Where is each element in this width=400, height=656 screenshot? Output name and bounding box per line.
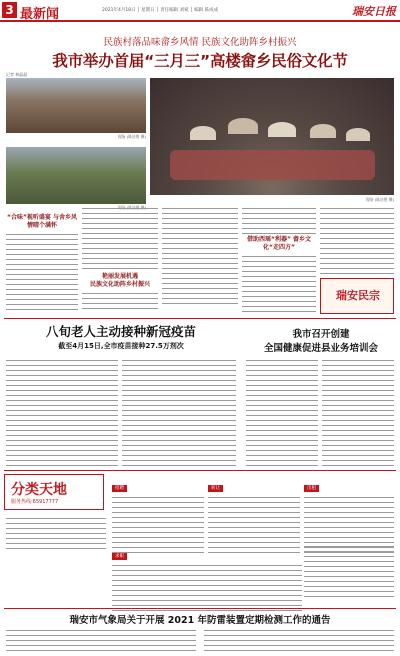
tag-transfer: 转让	[208, 485, 223, 492]
vaccine-subheadline: 截至4月15日,全市疫苗接种27.5万剂次	[58, 342, 184, 350]
section-divider	[4, 318, 396, 319]
ad-title: 瑞安民宗	[336, 289, 380, 302]
ad-text	[112, 561, 302, 613]
story-column-1	[6, 214, 78, 314]
subheading-middle-b: 民族文化助阵乡村振兴	[89, 281, 150, 288]
weather-notice-title: 瑞安市气象局关于开展 2021 年防雷装置定期检测工作的通告	[69, 615, 331, 626]
article-text	[82, 289, 158, 311]
main-festival-photo	[150, 78, 394, 195]
lead-headline: 我市举办首届“三月三”高楼畲乡民俗文化节	[52, 52, 348, 70]
photo-caption-1: 现场 (陈洁胜 摄)	[117, 134, 146, 139]
story-column-4	[242, 204, 316, 312]
classifieds-phone: 服务热线:65917777	[11, 499, 59, 505]
vaccine-text-col-2	[122, 356, 236, 468]
tag-jobseek: 求职	[112, 553, 127, 560]
section-title: 最新闻	[20, 7, 60, 22]
health-text-col-1	[246, 356, 318, 468]
subheading-right: 借助西瑶“利器” 畲乡文化“走四方”	[247, 236, 311, 251]
page-header	[0, 0, 400, 22]
header-meta: 2021年4月18日 │ 星期日 │ 责任编辑 刘斌 │ 编辑 陈成成	[102, 8, 219, 13]
classifieds-lower	[112, 542, 302, 613]
tag-recruit: 招聘	[112, 485, 127, 492]
festival-photo-1	[6, 78, 146, 133]
section-divider	[4, 608, 396, 609]
subheading-middle-a: 艳丽发展机遇	[101, 273, 138, 280]
classifieds-col-4	[304, 542, 394, 602]
article-text	[320, 204, 394, 274]
article-text	[242, 252, 316, 312]
main-photo-caption: 现场 (陈洁胜 摄)	[365, 197, 394, 202]
article-text	[82, 204, 158, 270]
vaccine-headline: 八旬老人主动接种新冠疫苗	[45, 324, 196, 339]
classifieds-col-0	[6, 514, 106, 552]
health-headline-2: 全国健康促进县业务培训会	[263, 343, 378, 354]
story-column-2	[82, 204, 158, 311]
health-text-col-2	[322, 356, 394, 468]
vaccine-text-col-1	[6, 356, 118, 468]
article-text	[6, 626, 196, 654]
festival-photo-2	[6, 147, 146, 204]
classifieds-header	[4, 474, 104, 510]
section-divider	[4, 470, 396, 471]
article-text	[6, 230, 78, 314]
notice-text-col-2	[204, 626, 394, 654]
classifieds-title: 分类天地	[11, 482, 67, 498]
subheading-left: “合味”视听盛宴 与舍乡风情晴个满怀	[7, 214, 77, 229]
article-text	[322, 356, 394, 468]
newspaper-logo: 瑞安日报	[352, 5, 396, 18]
article-text	[204, 626, 394, 654]
page-number: 3	[2, 2, 17, 18]
ad-text	[304, 542, 394, 602]
article-text	[6, 356, 118, 468]
health-headline-1: 我市召开创建	[292, 329, 350, 340]
left-photo-column	[6, 78, 146, 211]
article-text	[162, 204, 238, 308]
lead-kicker: 民族村落品味畲乡风情 民族文化助阵乡村振兴	[103, 37, 297, 48]
article-text	[242, 204, 316, 234]
notice-text-col-1	[6, 626, 196, 654]
lead-byline: 记者 林晶晶	[6, 72, 28, 77]
tag-rent: 出租	[304, 485, 319, 492]
story-column-3	[162, 204, 238, 308]
article-text	[122, 356, 236, 468]
ethnic-affairs-ad	[320, 278, 394, 314]
ad-text	[6, 514, 106, 552]
article-text	[246, 356, 318, 468]
story-column-5	[320, 204, 394, 274]
